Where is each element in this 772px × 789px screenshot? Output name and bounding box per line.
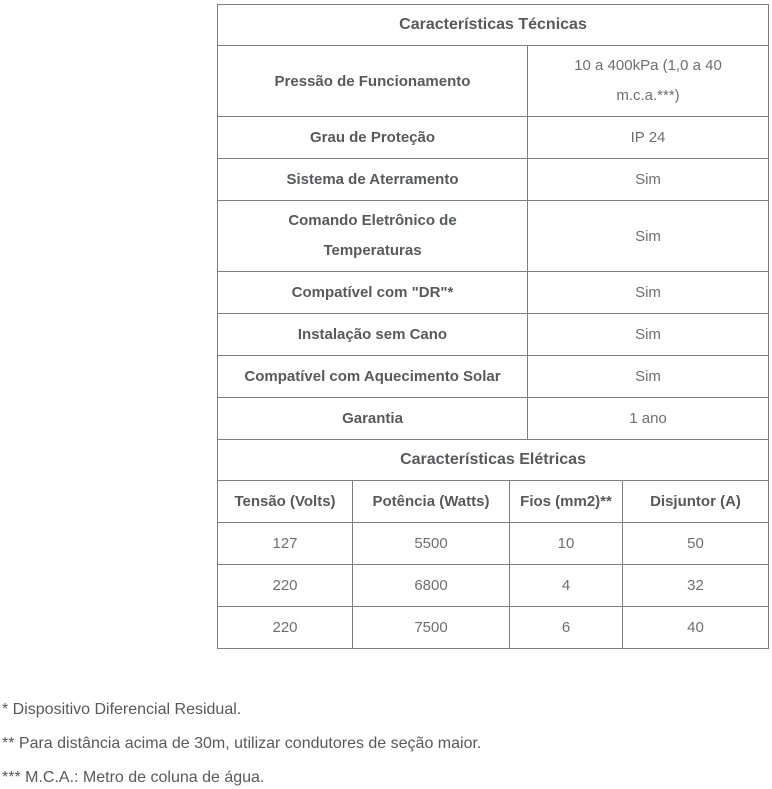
row-label: Instalação sem Cano — [218, 314, 528, 356]
cell-fios: 4 — [510, 565, 623, 607]
technical-characteristics-table — [217, 4, 769, 440]
cell-fios: 6 — [510, 607, 623, 649]
cell-potencia: 6800 — [353, 565, 510, 607]
table-row — [218, 272, 769, 314]
tech-section-title: Características Técnicas — [218, 5, 769, 46]
table-row — [218, 117, 769, 159]
row-label — [218, 201, 528, 272]
row-value-text: 10 a 400kPa (1,0 a 40 m.c.a.***) — [574, 57, 722, 104]
table-row — [218, 201, 769, 272]
table-row — [218, 314, 769, 356]
footnote-dr: * Dispositivo Diferencial Residual. — [2, 701, 242, 718]
column-header-tensao: Tensão (Volts) — [218, 481, 353, 523]
row-value: Sim — [528, 201, 769, 272]
table-row — [218, 565, 769, 607]
electrical-characteristics-table — [217, 439, 769, 649]
cell-disjuntor: 32 — [623, 565, 769, 607]
row-label: Sistema de Aterramento — [218, 159, 528, 201]
row-label: Grau de Proteção — [218, 117, 528, 159]
table-row — [218, 46, 769, 117]
table-row — [218, 159, 769, 201]
cell-tensao: 127 — [218, 523, 353, 565]
cell-tensao: 220 — [218, 607, 353, 649]
cell-potencia: 5500 — [353, 523, 510, 565]
row-value: Sim — [528, 272, 769, 314]
table-section-row — [218, 440, 769, 481]
footnotes — [2, 693, 481, 789]
row-value: 1 ano — [528, 398, 769, 440]
column-header-fios: Fios (mm2)** — [510, 481, 623, 523]
cell-tensao: 220 — [218, 565, 353, 607]
row-value: Sim — [528, 314, 769, 356]
table-row — [218, 398, 769, 440]
footnote-fios: ** Para distância acima de 30m, utilizar condutores de seção maior. — [2, 735, 482, 752]
table-section-row — [218, 5, 769, 46]
table-row — [218, 523, 769, 565]
column-header-potencia: Potência (Watts) — [353, 481, 510, 523]
row-label: Compatível com "DR"* — [218, 272, 528, 314]
table-row — [218, 356, 769, 398]
row-label: Pressão de Funcionamento — [218, 46, 528, 117]
cell-disjuntor: 50 — [623, 523, 769, 565]
cell-potencia: 7500 — [353, 607, 510, 649]
cell-disjuntor: 40 — [623, 607, 769, 649]
row-value: Sim — [528, 159, 769, 201]
row-value — [528, 46, 769, 117]
row-label: Compatível com Aquecimento Solar — [218, 356, 528, 398]
column-header-disjuntor: Disjuntor (A) — [623, 481, 769, 523]
row-label: Garantia — [218, 398, 528, 440]
table-header-row — [218, 481, 769, 523]
electric-section-title: Características Elétricas — [218, 440, 769, 481]
cell-fios: 10 — [510, 523, 623, 565]
footnote-mca: *** M.C.A.: Metro de coluna de água. — [2, 769, 265, 786]
row-value: IP 24 — [528, 117, 769, 159]
row-value: Sim — [528, 356, 769, 398]
row-label-text: Comando Eletrônico de Temperaturas — [288, 212, 457, 259]
spec-table — [217, 4, 768, 649]
table-row — [218, 607, 769, 649]
